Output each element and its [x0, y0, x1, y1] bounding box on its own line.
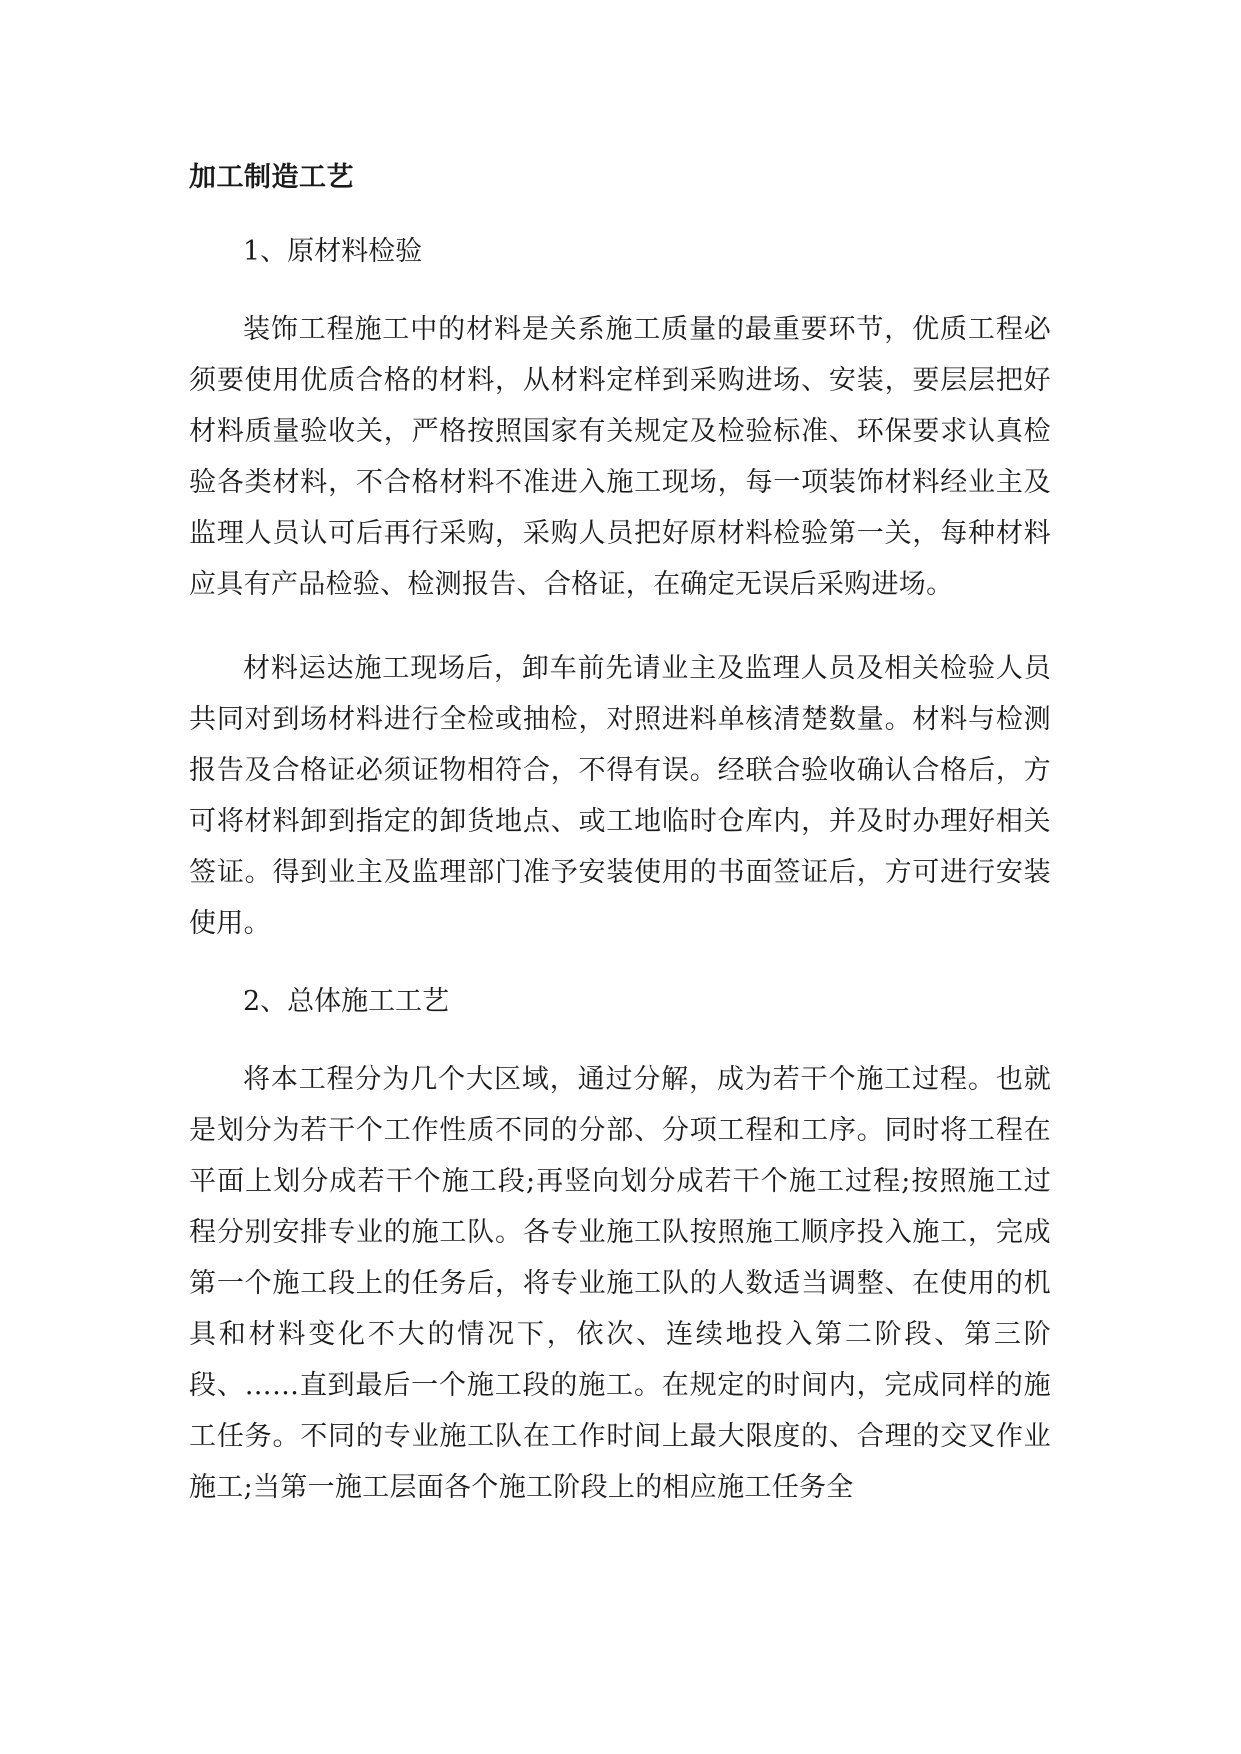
section-1-paragraph-2: 材料运达施工现场后，卸车前先请业主及监理人员及相关检验人员共同对到场材料进行全检或抽检，对照进料单核清楚数量。材料与检测报告及合格证必须证物相符合，不得有误。经联合验收确认合格后，方可将材料卸到指定的卸货地点、或工地临时仓库内，并及时办理好相关签证。得到业主及监理部门准予安装使用的书面签证后，方可进行安装使用。	[189, 653, 1051, 939]
section-1-paragraph-1: 装饰工程施工中的材料是关系施工质量的最重要环节，优质工程必须要使用优质合格的材料，从材料定样到采购进场、安装，要层层把好材料质量验收关，严格按照国家有关规定及检验标准、环保要求认真检验各类材料，不合格材料不准进入施工现场，每一项装饰材料经业主及监理人员认可后再行采购，采购人员把好原材料检验第一关，每种材料应具有产品检验、检测报告、合格证，在确定无误后采购进场。	[189, 314, 1051, 600]
section-heading-1: 1、原材料检验	[243, 236, 423, 267]
section-2-paragraph-1: 将本工程分为几个大区域，通过分解，成为若干个施工过程。也就是划分为若干个工作性质不同的分部、分项工程和工序。同时将工程在平面上划分成若干个施工段;再竖向划分成若干个施工过程;按照施工过程分别安排专业的施工队。各专业施工队按照施工顺序投入施工，完成第一个施工段上的任务后，将专业施工队的人数适当调整、在使用的机具和材料变化不大的情况下，依次、连续地投入第二阶段、第三阶段、……直到最后一个施工段的施工。在规定的时间内，完成同样的施工任务。不同的专业施工队在工作时间上最大限度的、合理的交叉作业施工;当第一施工层面各个施工阶段上的相应施工任务全	[189, 1064, 1051, 1503]
document-body	[189, 158, 1051, 1546]
section-heading-2: 2、总体施工工艺	[243, 986, 450, 1017]
document-title: 加工制造工艺	[189, 162, 354, 193]
